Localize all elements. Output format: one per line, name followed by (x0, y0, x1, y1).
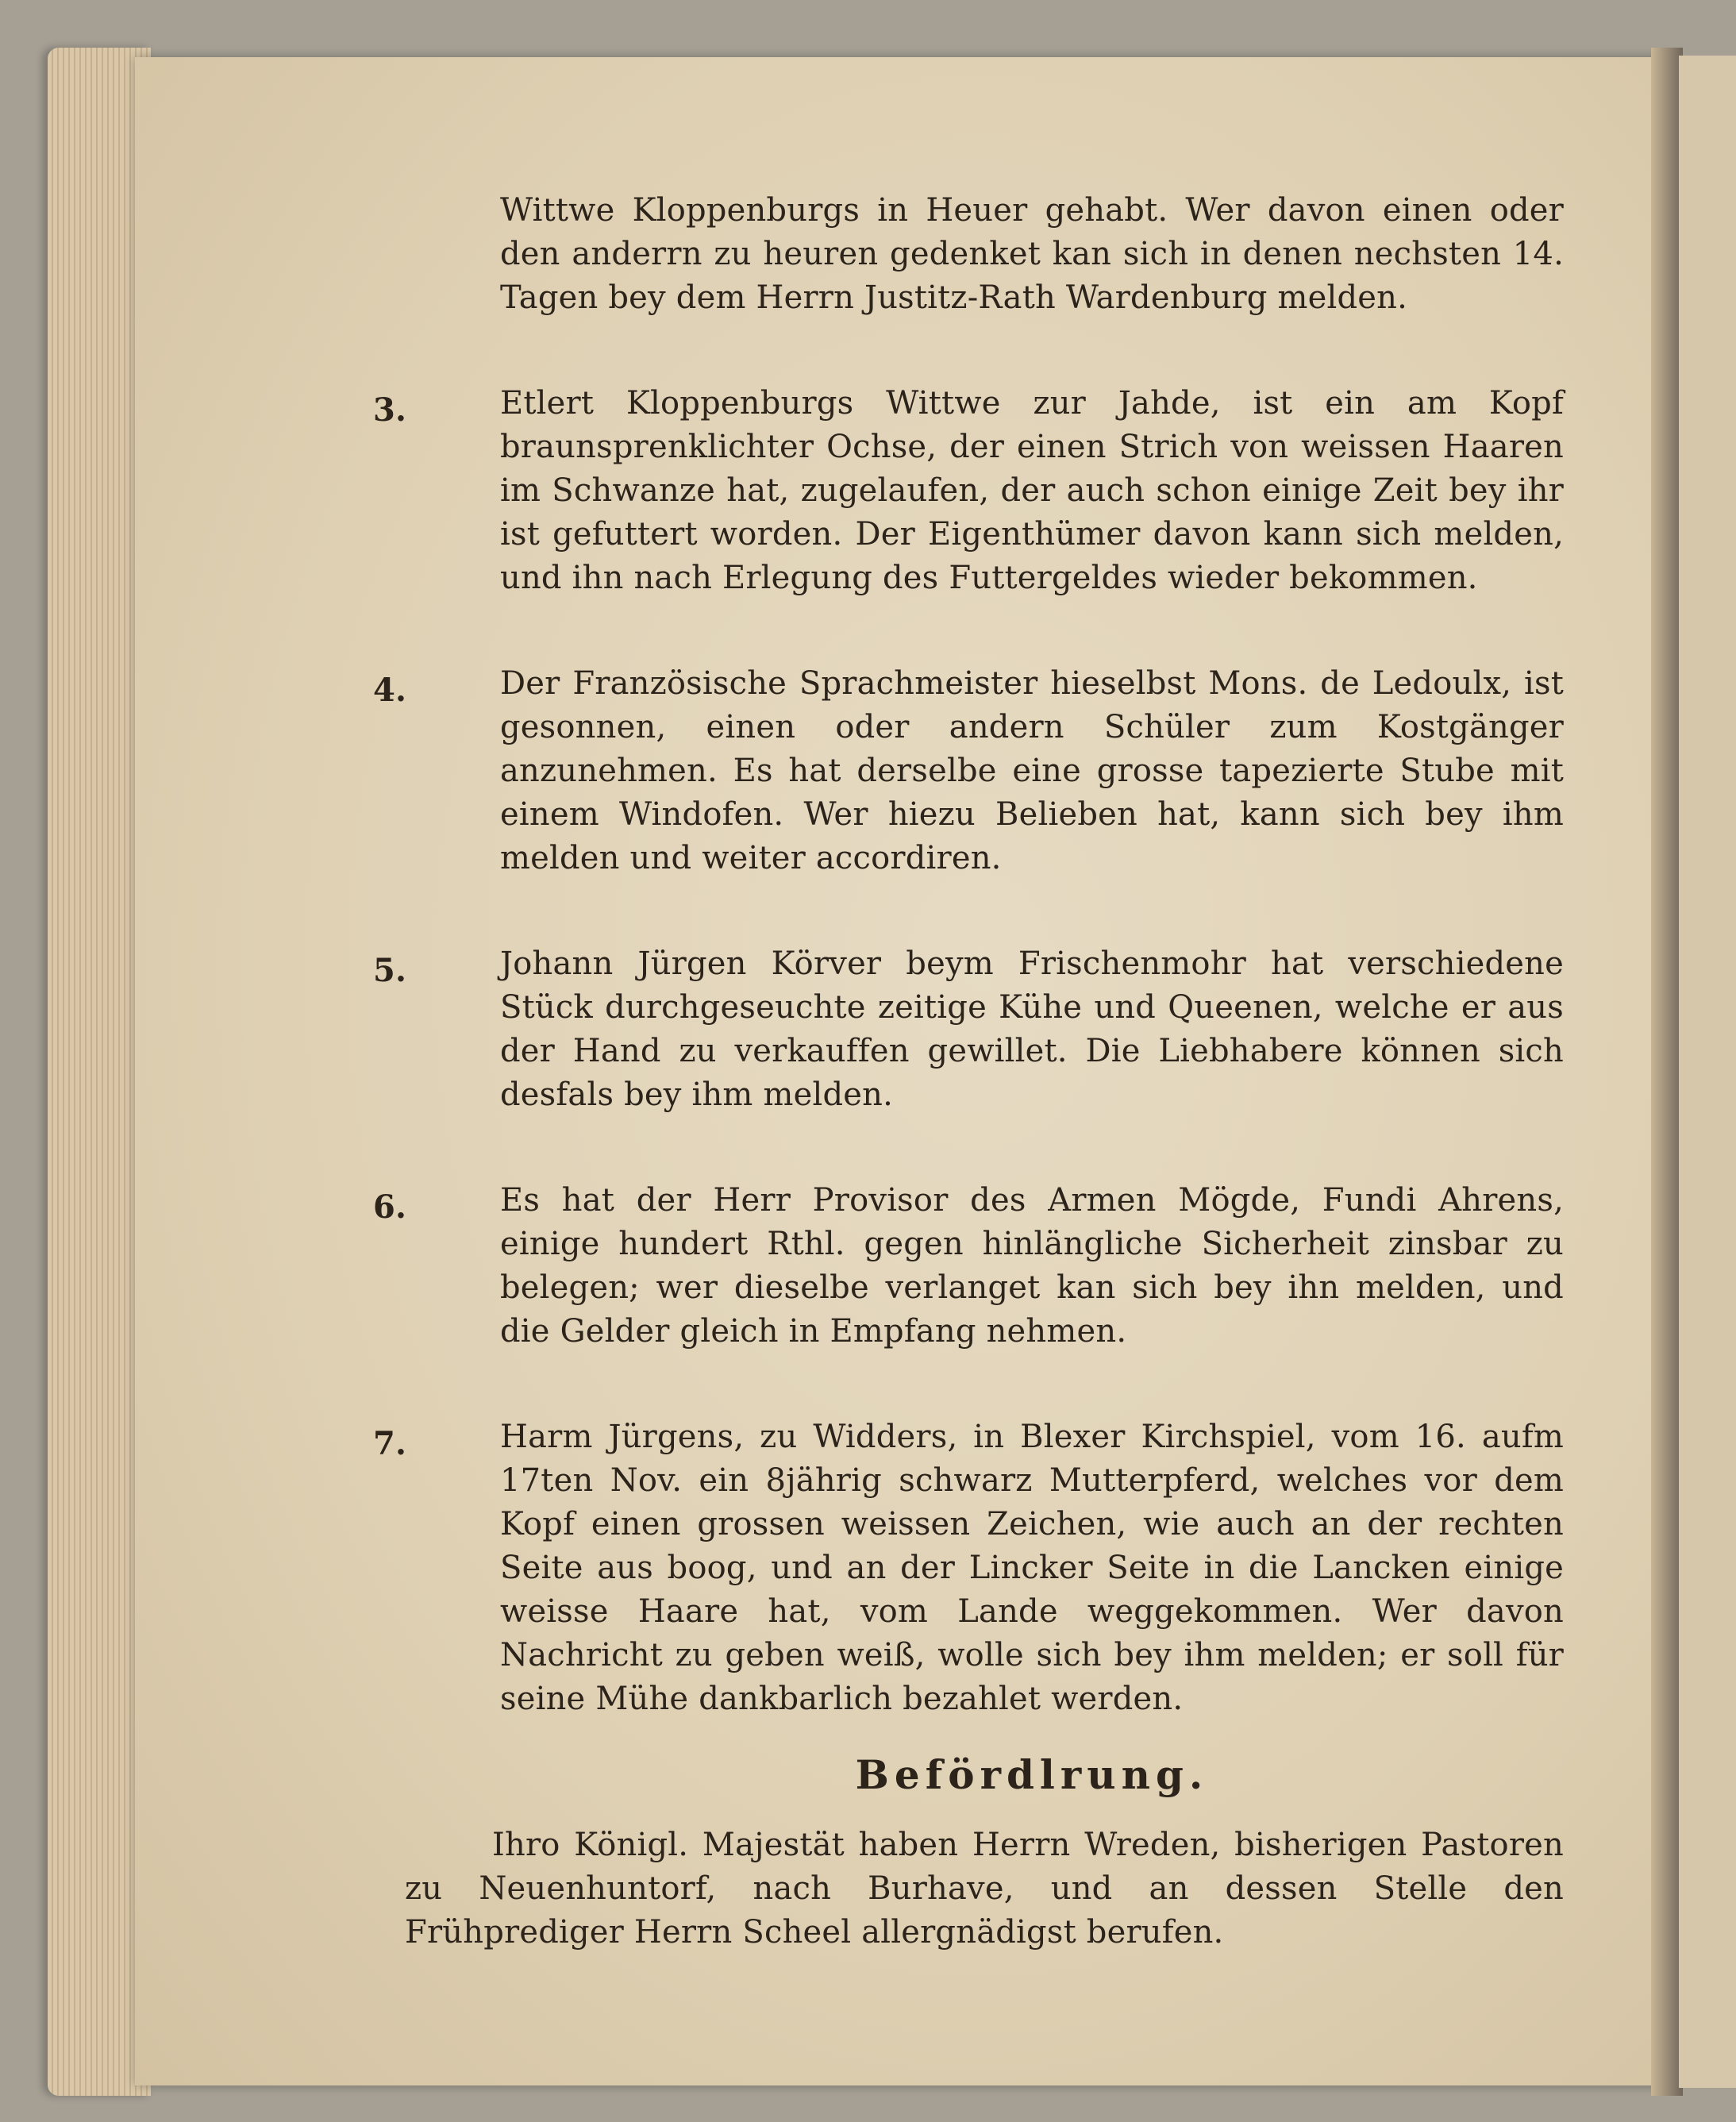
facing-page-edge (1679, 56, 1736, 2088)
entry-text: Der Französische Sprachmeister hieselbst Mons. de Ledoulx, ist gesonnen, einen oder andern Schüler zum Kostgänger anzunehmen. Es hat derselbe eine grosse tapezierte Stube mit einem Windofen. Wer hiezu Belieben hat, kann sich bey ihm melden und weiter accordiren. (500, 665, 1564, 876)
section-heading: Befördlrung. (855, 1751, 1209, 1798)
entry-number: 5. (373, 952, 407, 989)
entry-4 (373, 662, 1564, 880)
entry-text: Johann Jürgen Körver beym Frischenmohr hat verschiedene Stück durchgeseuchte zeitige Kühe und Queenen, welche er aus der Hand zu verkauffen gewillet. Die Liebhabere können sich desfals bey ihm melden. (500, 945, 1564, 1113)
book-gutter (1651, 48, 1683, 2096)
continued-entry (373, 189, 1564, 320)
entry-6 (373, 1179, 1564, 1354)
notice-text: Ihro Königl. Majestät haben Herrn Wreden, bisherigen Pastoren zu Neuenhuntorf, nach Burhave, und an dessen Stelle den Frühprediger Herrn Scheel allergnädigst berufen. (405, 1827, 1564, 1951)
entry-7 (373, 1415, 1564, 1721)
page-text (373, 189, 1564, 1954)
entry-text: Etlert Kloppenburgs Wittwe zur Jahde, ist ein am Kopf braunsprenklichter Ochse, der einen Strich von weissen Haaren im Schwanze hat, zugelaufen, der auch schon einige Zeit bey ihr ist gefuttert worden. Der Eigenthümer davon kann sich melden, und ihn nach Erlegung des Futtergeldes wieder bekommen. (500, 385, 1564, 596)
entry-number: 4. (373, 672, 407, 709)
entry-number: 3. (373, 391, 407, 429)
entry-number: 6. (373, 1188, 407, 1226)
entry-text: Harm Jürgens, zu Widders, in Blexer Kirchspiel, vom 16. aufm 17ten Nov. ein 8jährig schwarz Mutterpferd, welches vor dem Kopf einen grossen weissen Zeichen, wie auch an der rechten Seite aus boog, und an der Lincker Seite in die Lancken einige weisse Haare hat, vom Lande weggekommen. Wer davon Nachricht zu geben weiß, wolle sich bey ihm melden; er soll für seine Mühe dankbarlich bezahlet werden. (500, 1419, 1564, 1717)
entry-5 (373, 942, 1564, 1117)
entry-3 (373, 382, 1564, 600)
continued-entry-text: Wittwe Kloppenburgs in Heuer gehabt. Wer davon einen oder den anderrn zu heuren gedenket kan sich in denen nechsten 14. Tagen bey dem Herrn Justitz-Rath Wardenburg melden. (500, 192, 1564, 316)
entry-text: Es hat der Herr Provisor des Armen Mögde, Fundi Ahrens, einige hundert Rthl. gegen hinlängliche Sicherheit zinsbar zu belegen; wer dieselbe verlanget kan sich bey ihn melden, und die Gelder gleich in Empfang nehmen. (500, 1182, 1564, 1350)
entry-number: 7. (373, 1425, 407, 1462)
